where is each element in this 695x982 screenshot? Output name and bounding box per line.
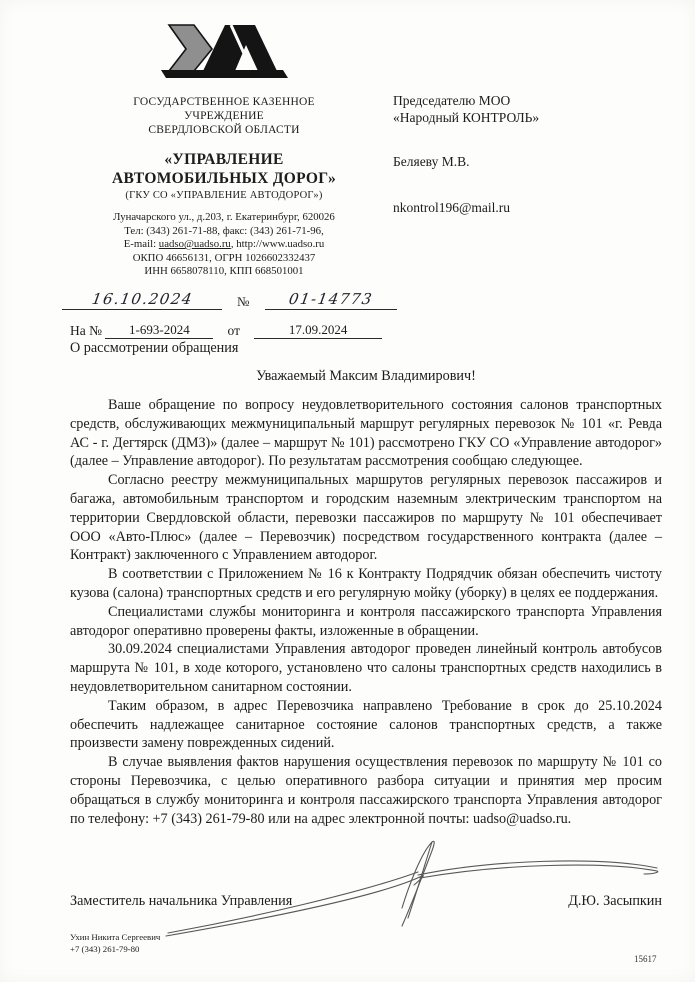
signer-name: Д.Ю. Засыпкин [568, 893, 662, 909]
ref-label: На № [70, 323, 102, 338]
org-caps-line: УЧРЕЖДЕНИЕ [184, 110, 264, 122]
org-name-line: «УПРАВЛЕНИЕ [164, 151, 284, 168]
outgoing-number-value: 01-14773 [287, 290, 374, 308]
paragraph: Таким образом, в адрес Перевозчика направлено Требование в срок до 25.10.2024 обеспечить надлежащее санитарное состояние салонов транспортных средств, а также произвести замену поврежденных сидений. [70, 697, 662, 752]
signer-position: Заместитель начальника Управления [70, 893, 293, 909]
org-caps-line: ГОСУДАРСТВЕННОЕ КАЗЕННОЕ [133, 96, 315, 108]
addressee-name: Беляеву М.В. [393, 154, 470, 169]
org-name-line: АВТОМОБИЛЬНЫХ ДОРОГ» [111, 170, 337, 187]
org-phone: Тел: (343) 261-71-88, факс: (343) 261-71-96, [124, 224, 324, 237]
executor-name: Ухин Никита Сергеевич [70, 932, 161, 942]
org-okpo-ogrn: ОКПО 46656131, ОГРН 1026602332437 [132, 251, 316, 264]
ref-number-field: 1-693-2024 [105, 322, 213, 339]
ref-date-field: 17.09.2024 [254, 322, 382, 339]
org-inn-kpp: ИНН 6658078110, КПП 668501001 [144, 265, 304, 277]
org-email-line [68, 238, 380, 252]
executor-phone: +7 (343) 261-79-80 [70, 943, 140, 954]
org-full-name [68, 95, 380, 137]
addressee-block [393, 92, 663, 216]
org-address: Луначарского ул., д.203, г. Екатеринбург, 620026 [113, 211, 335, 223]
outgoing-number-field [265, 290, 397, 310]
letter-body [70, 396, 662, 828]
org-caps-line: СВЕРДЛОВСКОЙ ОБЛАСТИ [148, 124, 300, 136]
email-label: E-mail: [123, 238, 159, 250]
addressee-title: Председателю МОО [393, 93, 511, 108]
addressee-org: «Народный КОНТРОЛЬ» [393, 110, 540, 125]
paragraph: 30.09.2024 специалистами Управления автодорог проведен линейный контроль автобусов маршрута № 101, в ходе которого, установлено что салоны транспортных средств находились в неудовлетворительном санитарном состоянии. [70, 641, 662, 695]
paragraph: В случае выявления фактов нарушения осуществления перевозок по маршруту № 101 со стороны Перевозчика, с целью оперативного разбора ситуации и принятия мер просим обращаться в службу мониторинга и контроля пассажирского транспорта Управления автодорог по телефону: +7 (343) 261-79-80 или на адрес электронной почты: uadso@uadso.ru. [70, 754, 662, 827]
paragraph: Специалистами службы мониторинга и контроля пассажирского транспорта Управления автодорог оперативно проверены факты, изложенные в обращении. [70, 603, 662, 639]
uad-logo-icon [68, 22, 380, 85]
signature-row [70, 893, 662, 910]
subject-line: О рассмотрении обращения [70, 340, 239, 356]
incoming-ref-row [70, 322, 490, 340]
doc-code: 15617 [634, 954, 657, 964]
number-sign-label: № [237, 294, 250, 309]
paragraph: Ваше обращение по вопросу неудовлетворительного состояния салонов транспортных средств, обслуживающих межмуниципальный маршрут регулярных перевозок № 101 «г. Ревда АС - г. Дегтярск (ДМЗ)» (далее – маршрут № 101) рассмотрено ГКУ СО «Управление автодорог» (далее – Управление автодорог). По результатам рассмотрения сообщаю следующее. [70, 397, 662, 470]
paragraph: В соответствии с Приложением № 16 к Контракту Подрядчик обязан обеспечить чистоту кузова (салона) транспортных средств и его регулярную мойку (уборку) в целях ее поддержания. [70, 566, 662, 601]
org-email-link: uadso@uadso.ru [158, 238, 231, 250]
org-short-name: (ГКУ СО «УПРАВЛЕНИЕ АВТОДОРОГ») [125, 190, 323, 201]
org-contacts [68, 211, 380, 279]
outgoing-date-field [62, 290, 222, 310]
paragraph: Согласно реестру межмуниципальных маршрутов регулярных перевозок пассажиров и багажа, автомобильным транспортом и городским наземным электрическим транспортом на территории Свердловской области, перевозки пассажиров по маршруту № 101 обеспечивает ООО «Авто-Плюс» (далее – Перевозчик) посредством государственного контракта (далее – Контракт) заключенного с Управлением автодорог. [70, 472, 662, 564]
salutation: Уважаемый Максим Владимирович! [256, 368, 476, 384]
org-site: , http://www.uadso.ru [230, 238, 325, 250]
addressee-email: nkontrol196@mail.ru [393, 200, 511, 215]
ref-from-label: от [227, 323, 240, 338]
executor-block [70, 932, 160, 955]
letterhead [68, 22, 380, 279]
outgoing-ref-row [62, 290, 422, 316]
org-name [68, 150, 380, 188]
outgoing-date-value: 16.10.2024 [90, 290, 194, 308]
